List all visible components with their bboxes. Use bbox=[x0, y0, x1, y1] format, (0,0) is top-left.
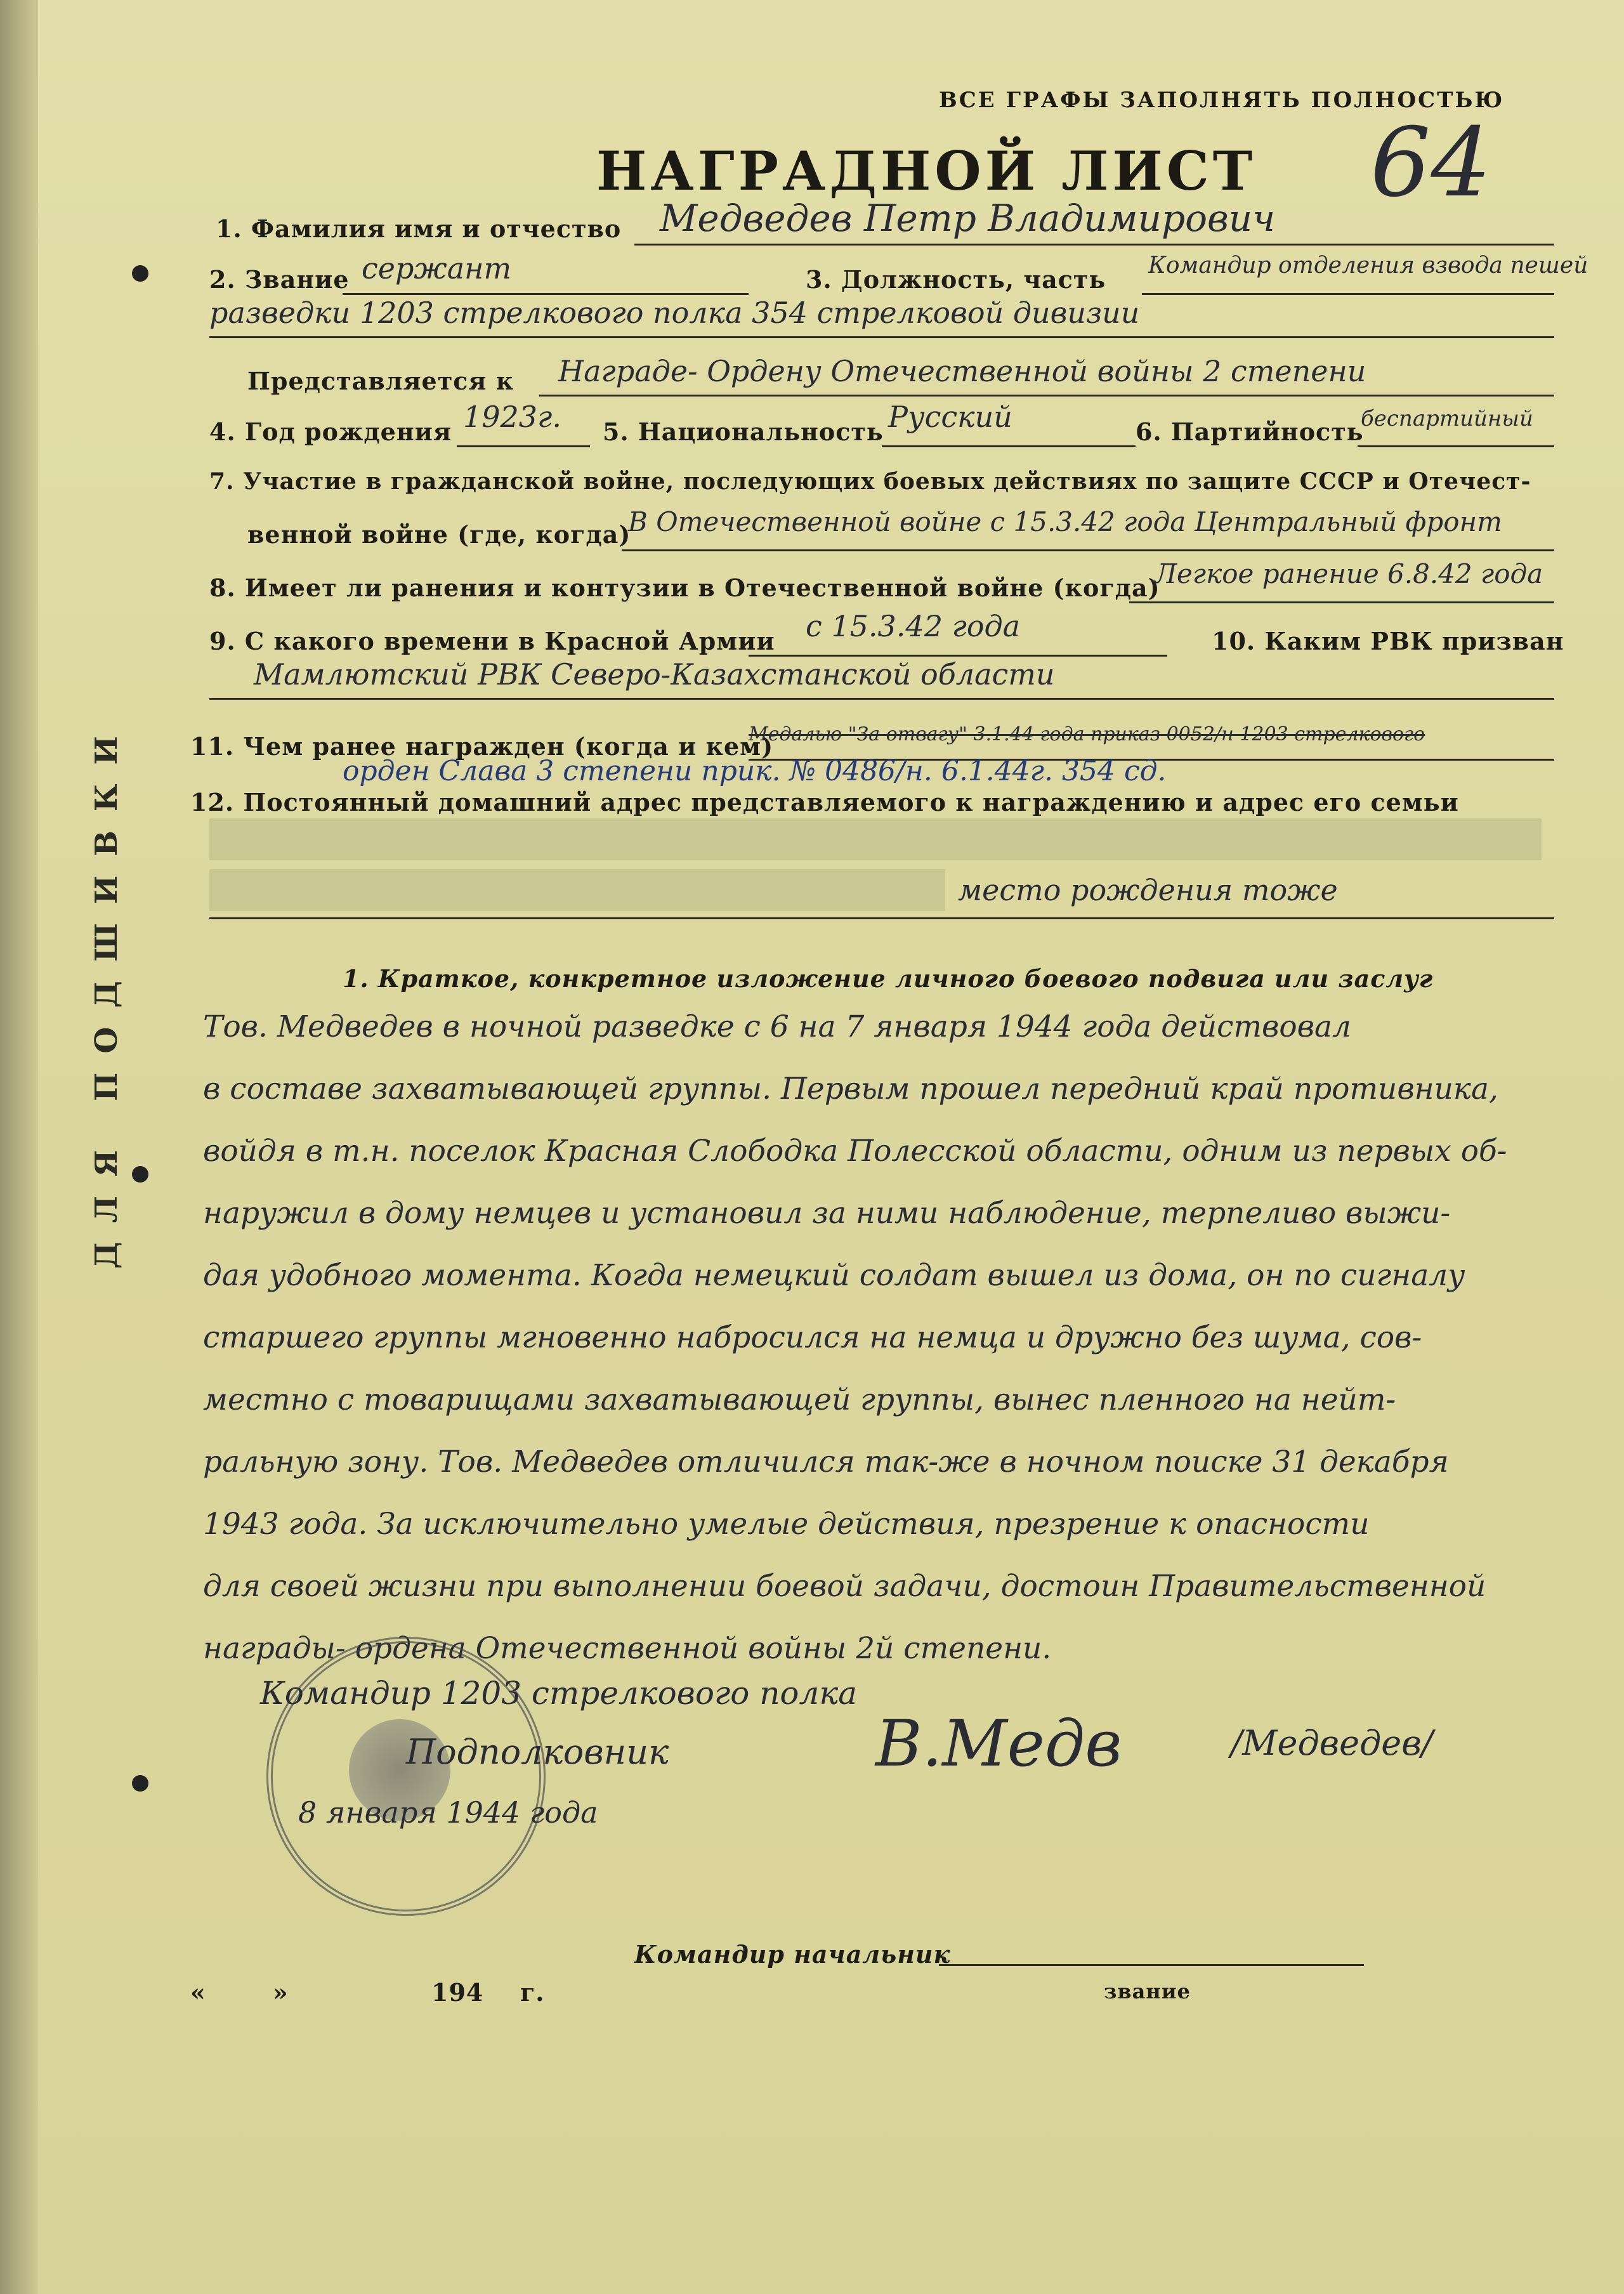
field-4-value: 1923г. bbox=[463, 400, 561, 434]
present-label: Представляется к bbox=[247, 367, 514, 395]
field-6-value: беспартийный bbox=[1361, 406, 1533, 431]
punch-hole-top bbox=[132, 265, 148, 282]
story-line: Тов. Медведев в ночной разведке с 6 на 7 января 1944 года действовал bbox=[203, 1009, 1351, 1044]
commander-label: Командир начальник bbox=[634, 1940, 951, 1969]
field-3-line bbox=[1142, 293, 1554, 295]
footer-quote-open: « bbox=[190, 1978, 206, 2007]
field-7-label-2: венной войне (где, когда) bbox=[247, 520, 631, 549]
story-line: войдя в т.н. поселок Красная Слободка Полесской области, одним из первых об- bbox=[203, 1134, 1507, 1169]
story-line: в составе захватывающей группы. Первым прошел передний край противника, bbox=[203, 1072, 1498, 1106]
field-12-value: место рождения тоже bbox=[958, 873, 1338, 907]
story-line: дая удобного момента. Когда немецкий солдат вышел из дома, он по сигналу bbox=[203, 1258, 1465, 1293]
field-12-line bbox=[209, 917, 1554, 919]
redacted-address bbox=[209, 818, 1542, 860]
field-2-label: 2. Звание bbox=[209, 265, 350, 294]
section-title: 1. Краткое, конкретное изложение личного боевого подвига или заслуг bbox=[343, 964, 1434, 993]
field-1-label: 1. Фамилия имя и отчество bbox=[216, 214, 622, 243]
signature-line-2: Подполковник bbox=[406, 1732, 669, 1772]
doc-number: 64 bbox=[1370, 108, 1491, 218]
field-9-line bbox=[749, 655, 1167, 657]
story-line: 1943 года. За исключительно умелые действия, презрение к опасности bbox=[203, 1507, 1370, 1542]
commander-line bbox=[939, 1964, 1364, 1966]
punch-hole-bottom bbox=[132, 1775, 148, 1792]
signature-mark: В.Медв bbox=[875, 1707, 1122, 1781]
field-4-label: 4. Год рождения bbox=[209, 417, 452, 446]
story-line: местно с товарищами захватывающей группы, вынес пленного на нейт- bbox=[203, 1382, 1396, 1417]
signature-line-1: Командир 1203 стрелкового полка bbox=[260, 1675, 858, 1712]
footer-year-suffix: г. bbox=[520, 1978, 545, 2007]
field-9-label: 9. С какого времени в Красной Армии bbox=[209, 627, 775, 655]
field-2-line bbox=[343, 293, 749, 295]
field-10-label: 10. Каким РВК призван bbox=[1212, 627, 1564, 655]
signature-date: 8 января 1944 года bbox=[298, 1795, 598, 1830]
story-line: награды- ордена Отечественной войны 2й степени. bbox=[203, 1631, 1052, 1666]
present-value: Награде- Ордену Отечественной войны 2 степени bbox=[558, 354, 1366, 388]
field-7-label-1: 7. Участие в гражданской войне, последующих боевых действиях по защите СССР и Отечест- bbox=[209, 468, 1531, 495]
field-5-label: 5. Национальность bbox=[603, 417, 884, 446]
story-line: ральную зону. Тов. Медведев отличился так-же в ночном поиске 31 декабря bbox=[203, 1445, 1449, 1479]
field-3-label: 3. Должность, часть bbox=[806, 265, 1106, 294]
field-3-value: Командир отделения взвода пешей bbox=[1148, 252, 1588, 279]
footer-year: 194 bbox=[431, 1978, 484, 2007]
story-line: для своей жизни при выполнении боевой задачи, достоин Правительственной bbox=[203, 1569, 1486, 1604]
field-1-value: Медведев Петр Владимирович bbox=[660, 197, 1276, 240]
field-11-value-blue: орден Слава 3 степени прик. № 0486/н. 6.1.44г. 354 сд. bbox=[343, 755, 1167, 787]
footer-rank: звание bbox=[1104, 1979, 1191, 2003]
field-7-line bbox=[622, 549, 1554, 551]
header-note: ВСЕ ГРАФЫ ЗАПОЛНЯТЬ ПОЛНОСТЬЮ bbox=[939, 88, 1505, 113]
field-2-value: сержант bbox=[362, 251, 512, 285]
field-3-value-cont: разведки 1203 стрелкового полка 354 стрелковой дивизии bbox=[209, 296, 1140, 330]
field-10-value: Мамлютский РВК Северо-Казахстанской области bbox=[254, 657, 1055, 691]
signature-name: /Медведев/ bbox=[1231, 1723, 1433, 1763]
field-11-label: 11. Чем ранее награжден (когда и кем) bbox=[190, 732, 774, 761]
field-1-line bbox=[634, 244, 1554, 246]
field-4-line bbox=[457, 445, 590, 447]
redacted-address-2 bbox=[209, 869, 945, 911]
field-12-label: 12. Постоянный домашний адрес представляемого к награждению и адрес его семьи bbox=[190, 788, 1459, 816]
field-5-value: Русский bbox=[888, 400, 1012, 434]
field-6-line bbox=[1358, 445, 1554, 447]
field-6-label: 6. Партийность bbox=[1136, 417, 1364, 446]
field-10-line bbox=[209, 698, 1554, 700]
field-7-value: В Отечественной войне с 15.3.42 года Центральный фронт bbox=[628, 506, 1503, 537]
side-label: ДЛЯ ПОДШИВКИ bbox=[89, 717, 124, 1269]
field-3-line-cont bbox=[209, 336, 1554, 338]
footer-quote-close: » bbox=[273, 1978, 289, 2007]
field-5-line bbox=[882, 445, 1136, 447]
field-8-value: Легкое ранение 6.8.42 года bbox=[1155, 558, 1543, 589]
present-line bbox=[539, 395, 1554, 397]
story-text bbox=[203, 996, 1573, 1680]
punch-hole-middle bbox=[132, 1166, 148, 1183]
story-line: старшего группы мгновенно набросился на немца и дружно без шума, сов- bbox=[203, 1320, 1422, 1355]
field-8-line bbox=[1129, 601, 1554, 603]
page-title: НАГРАДНОЙ ЛИСТ bbox=[596, 140, 1257, 202]
field-8-label: 8. Имеет ли ранения и контузии в Отечественной войне (когда) bbox=[209, 574, 1160, 602]
field-11-value: Медалью "За отвагу" 3.1.44 года приказ 0052/н 1203 стрелкового bbox=[749, 723, 1425, 745]
story-line: наружил в дому немцев и установил за ними наблюдение, терпеливо выжи- bbox=[203, 1196, 1451, 1231]
field-9-value: с 15.3.42 года bbox=[806, 609, 1021, 643]
